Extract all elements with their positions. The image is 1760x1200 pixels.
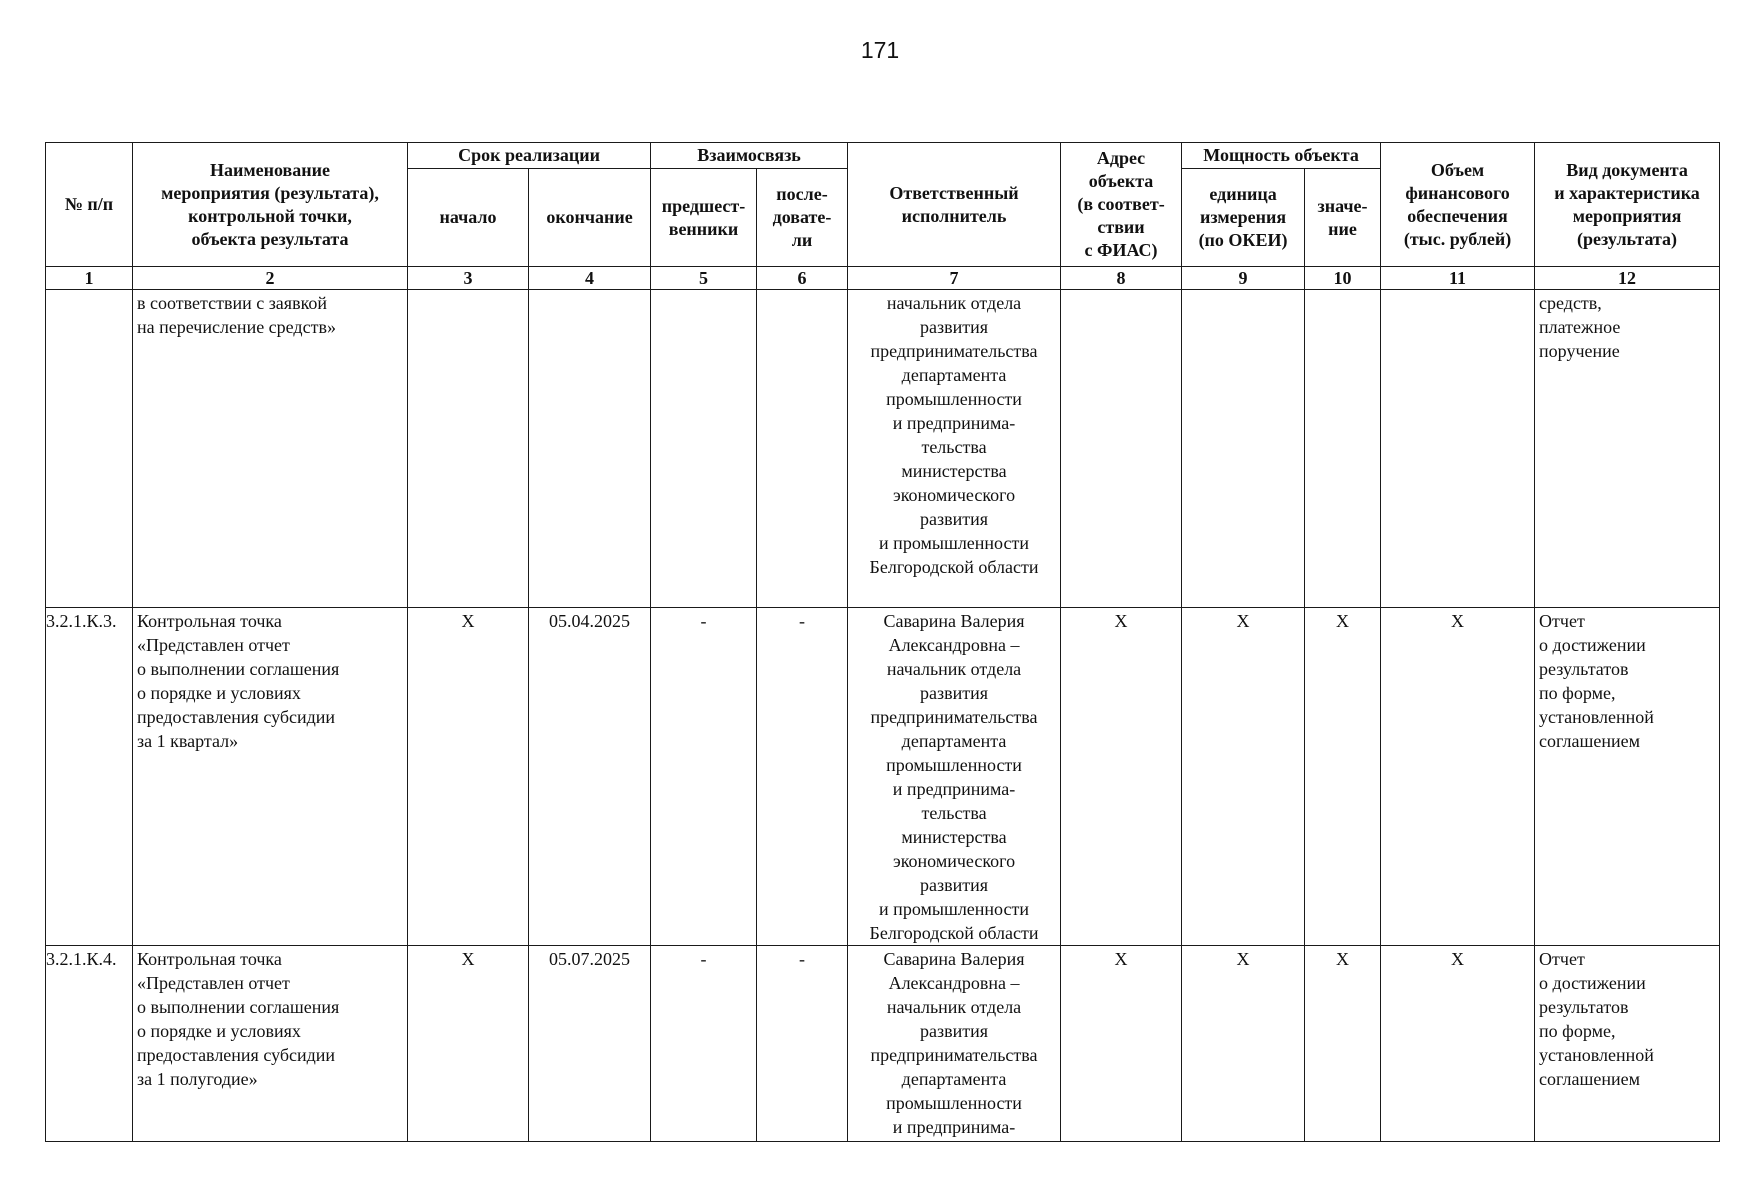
column-number: 3 bbox=[408, 267, 529, 290]
row-predecessors: - bbox=[651, 608, 757, 946]
row-address: X bbox=[1061, 608, 1182, 946]
row-start: X bbox=[408, 608, 529, 946]
row-successors bbox=[757, 290, 848, 608]
row-name: в соответствии с заявкой на перечисление средств» bbox=[133, 290, 408, 608]
row-unit bbox=[1182, 290, 1305, 608]
row-num: 3.2.1.К.4. bbox=[46, 946, 133, 1142]
header-value: значе- ние bbox=[1305, 169, 1381, 267]
row-unit: X bbox=[1182, 946, 1305, 1142]
row-end bbox=[529, 290, 651, 608]
events-table bbox=[45, 142, 1720, 1142]
row-address bbox=[1061, 290, 1182, 608]
column-number: 7 bbox=[848, 267, 1061, 290]
row-num: 3.2.1.К.3. bbox=[46, 608, 133, 946]
row-responsible: Саварина Валерия Александровна – начальник отдела развития предпринимательства департамента промышленности и предпринима- bbox=[848, 946, 1061, 1142]
row-num bbox=[46, 290, 133, 608]
row-responsible: начальник отдела развития предпринимательства департамента промышленности и предпринима- тельства министерства экономического развития и промышленности Белгородской области bbox=[848, 290, 1061, 608]
row-end: 05.07.2025 bbox=[529, 946, 651, 1142]
row-start bbox=[408, 290, 529, 608]
row-doc-type: Отчет о достижении результатов по форме, установленной соглашением bbox=[1535, 946, 1720, 1142]
row-predecessors: - bbox=[651, 946, 757, 1142]
row-doc-type: Отчет о достижении результатов по форме, установленной соглашением bbox=[1535, 608, 1720, 946]
header-responsible: Ответственный исполнитель bbox=[848, 143, 1061, 267]
column-number: 9 bbox=[1182, 267, 1305, 290]
row-finance: X bbox=[1381, 608, 1535, 946]
column-number: 4 bbox=[529, 267, 651, 290]
row-finance bbox=[1381, 290, 1535, 608]
header-predecessors: предшест- венники bbox=[651, 169, 757, 267]
header-unit: единица измерения (по ОКЕИ) bbox=[1182, 169, 1305, 267]
row-unit: X bbox=[1182, 608, 1305, 946]
row-address: X bbox=[1061, 946, 1182, 1142]
column-number: 5 bbox=[651, 267, 757, 290]
header-relation: Взаимосвязь bbox=[651, 143, 848, 169]
header-end: окончание bbox=[529, 169, 651, 267]
column-number: 12 bbox=[1535, 267, 1720, 290]
header-name: Наименование мероприятия (результата), контрольной точки, объекта результата bbox=[133, 143, 408, 267]
row-value: X bbox=[1305, 946, 1381, 1142]
column-number-row bbox=[46, 267, 1720, 290]
table-row bbox=[46, 608, 1720, 946]
column-number: 6 bbox=[757, 267, 848, 290]
column-number: 8 bbox=[1061, 267, 1182, 290]
header-address: Адрес объекта (в соответ- ствии с ФИАС) bbox=[1061, 143, 1182, 267]
header-successors: после- довате- ли bbox=[757, 169, 848, 267]
row-value: X bbox=[1305, 608, 1381, 946]
header-capacity: Мощность объекта bbox=[1182, 143, 1381, 169]
column-number: 2 bbox=[133, 267, 408, 290]
row-finance: X bbox=[1381, 946, 1535, 1142]
column-number: 11 bbox=[1381, 267, 1535, 290]
row-value bbox=[1305, 290, 1381, 608]
header-finance: Объем финансового обеспечения (тыс. рублей) bbox=[1381, 143, 1535, 267]
header-period: Срок реализации bbox=[408, 143, 651, 169]
table-row bbox=[46, 290, 1720, 608]
row-successors: - bbox=[757, 608, 848, 946]
header-num: № п/п bbox=[46, 143, 133, 267]
column-number: 1 bbox=[46, 267, 133, 290]
page-number: 171 bbox=[860, 37, 900, 63]
row-end: 05.04.2025 bbox=[529, 608, 651, 946]
column-number: 10 bbox=[1305, 267, 1381, 290]
table-row bbox=[46, 946, 1720, 1142]
row-responsible: Саварина Валерия Александровна – начальник отдела развития предпринимательства департамента промышленности и предпринима- тельства министерства экономического развития и промышленности Белгородской области bbox=[848, 608, 1061, 946]
row-doc-type: средств, платежное поручение bbox=[1535, 290, 1720, 608]
row-start: X bbox=[408, 946, 529, 1142]
header-doc-type: Вид документа и характеристика мероприятия (результата) bbox=[1535, 143, 1720, 267]
row-successors: - bbox=[757, 946, 848, 1142]
header-start: начало bbox=[408, 169, 529, 267]
row-name: Контрольная точка «Представлен отчет о выполнении соглашения о порядке и условиях предоставления субсидии за 1 квартал» bbox=[133, 608, 408, 946]
row-predecessors bbox=[651, 290, 757, 608]
row-name: Контрольная точка «Представлен отчет о выполнении соглашения о порядке и условиях предоставления субсидии за 1 полугодие» bbox=[133, 946, 408, 1142]
